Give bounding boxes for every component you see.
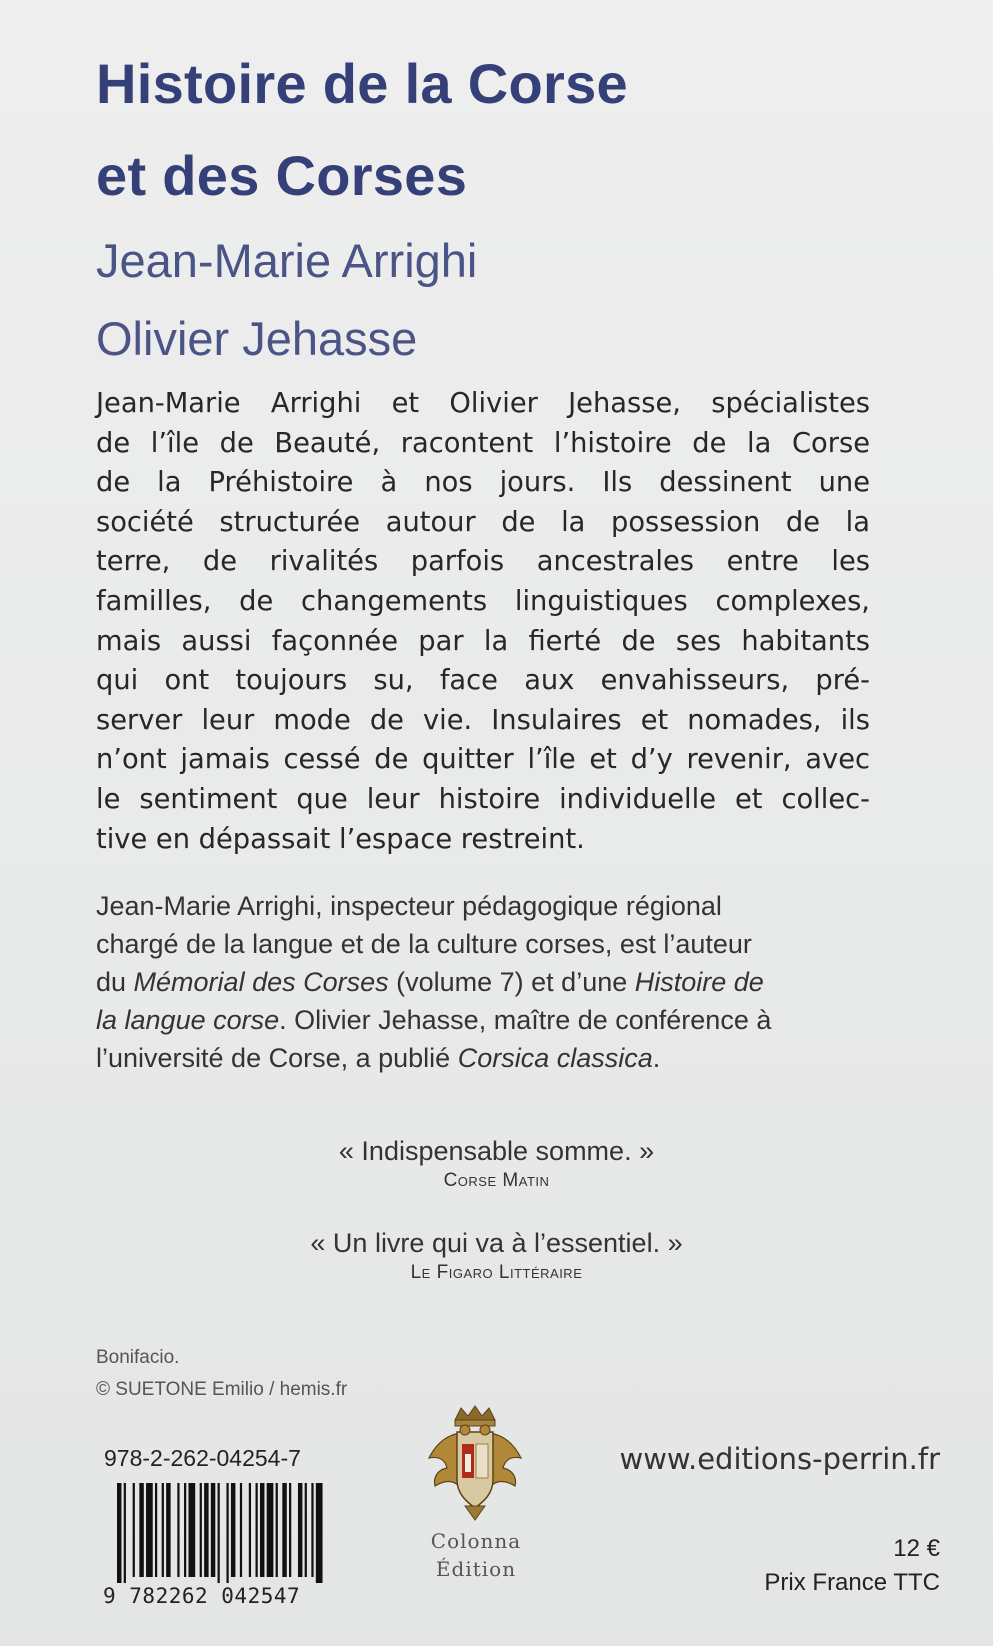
quote-source: Corse Matin	[443, 1170, 550, 1191]
bio-text: l’université de Corse, a publié	[96, 1043, 458, 1073]
author-2: Olivier Jehasse	[96, 312, 418, 365]
quote-text: « Un livre qui va à l’essentiel. »	[310, 1228, 683, 1258]
barcode-digits: 9 782262 042547	[103, 1584, 301, 1608]
barcode-bar	[155, 1483, 157, 1577]
photo-caption: Bonifacio.	[96, 1347, 180, 1368]
barcode-bar	[162, 1483, 164, 1577]
barcode-bar	[298, 1483, 302, 1577]
barcode-bar	[267, 1483, 274, 1577]
summary-line: Jean-Marie Arrighi et Olivier Jehasse, spécialistes	[96, 388, 870, 419]
bio-line	[96, 1039, 870, 1077]
bio-text: . Olivier Jehasse, maître de conférence à	[279, 1005, 772, 1035]
bio-line: chargé de la langue et de la culture corses, est l’auteur	[96, 929, 752, 959]
book-reference: Mémorial des Corses	[133, 967, 389, 997]
barcode-bar	[305, 1483, 307, 1577]
summary-line: terre, de rivalités parfois ancestrales entre les	[96, 546, 870, 578]
barcode-bar	[133, 1483, 135, 1577]
summary-line: n’ont jamais cessé de quitter l’île et d’y revenir, avec	[96, 744, 870, 776]
publisher-name	[420, 1527, 532, 1583]
book-title-line1: Histoire de la Corse	[96, 52, 628, 115]
barcode-bar	[282, 1483, 286, 1577]
barcode-bar	[139, 1483, 143, 1577]
photo-credit	[96, 1342, 347, 1406]
barcode-bar	[231, 1483, 235, 1577]
barcode-bar	[188, 1483, 195, 1577]
barcode-bar	[226, 1483, 228, 1583]
price	[700, 1532, 940, 1600]
barcode-bar	[256, 1483, 258, 1577]
barcode-bar	[218, 1483, 220, 1583]
book-reference: la langue corse	[96, 1005, 280, 1035]
summary-line: familles, de changements linguistiques complexes,	[96, 585, 870, 617]
authors	[96, 222, 477, 378]
quote-text: « Indispensable somme. »	[338, 1136, 655, 1166]
summary-line: de la Préhistoire à nos jours. Ils dessinent une	[96, 467, 870, 499]
barcode-bar	[146, 1483, 153, 1577]
author-1: Jean-Marie Arrighi	[96, 234, 478, 287]
barcode-bar	[211, 1483, 215, 1577]
barcode-bar	[260, 1483, 264, 1577]
bio-line	[96, 1001, 870, 1039]
barcode-bar	[124, 1483, 126, 1583]
summary-line: mais aussi façonnée par la fierté de ses habitants	[96, 625, 870, 657]
bio-line: Jean-Marie Arrighi, inspecteur pédagogique régional	[96, 891, 722, 921]
barcode-bar	[240, 1483, 242, 1577]
barcode-bar	[204, 1483, 208, 1577]
summary-line: tive en dépassait l’espace restreint.	[96, 823, 585, 855]
barcode-bar	[184, 1483, 186, 1577]
photo-copyright: © SUETONE Emilio / hemis.fr	[96, 1379, 348, 1400]
author-bio	[96, 887, 870, 1077]
price-label: Prix France TTC	[764, 1569, 940, 1596]
barcode-bar	[117, 1483, 121, 1583]
book-summary	[96, 384, 870, 859]
barcode-bar	[166, 1483, 170, 1577]
publisher-line2: Édition	[435, 1557, 517, 1581]
quote-source: Le Figaro Littéraire	[410, 1262, 583, 1283]
barcode-bar	[311, 1483, 313, 1577]
summary-line: le sentiment que leur histoire individuelle et collec-	[96, 783, 870, 815]
book-title	[96, 38, 628, 222]
summary-line: de l’île de Beauté, racontent l’histoire de la Corse	[96, 427, 870, 459]
isbn: 978-2-262-04254-7	[104, 1445, 301, 1471]
bio-text: du	[96, 967, 134, 997]
colonna-eagle-crest-icon	[425, 1402, 525, 1522]
barcode-bar	[316, 1483, 323, 1583]
publisher-website: www.editions-perrin.fr	[619, 1442, 940, 1476]
barcode-bar	[276, 1483, 278, 1577]
barcode-bar	[289, 1483, 291, 1577]
book-reference: Corsica classica	[457, 1043, 653, 1073]
publisher-line1: Colonna	[430, 1529, 522, 1553]
book-reference: Histoire de	[634, 967, 764, 997]
press-quote-2	[0, 1226, 993, 1286]
ean-barcode	[117, 1483, 327, 1583]
barcode-bar	[177, 1483, 179, 1577]
bio-text: (volume 7) et d’une	[388, 967, 635, 997]
summary-line: société structurée autour de la possession de la	[96, 506, 870, 538]
bio-line	[96, 963, 870, 1001]
book-title-line2: et des Corses	[96, 144, 468, 207]
bio-text: .	[652, 1043, 661, 1073]
price-amount: 12 €	[893, 1535, 940, 1562]
summary-line: server leur mode de vie. Insulaires et nomades, ils	[96, 704, 870, 736]
barcode-bar	[200, 1483, 202, 1577]
summary-line: qui ont toujours su, face aux envahisseurs, pré-	[96, 665, 870, 697]
barcode-bar	[249, 1483, 251, 1577]
press-quote-1	[0, 1134, 993, 1194]
